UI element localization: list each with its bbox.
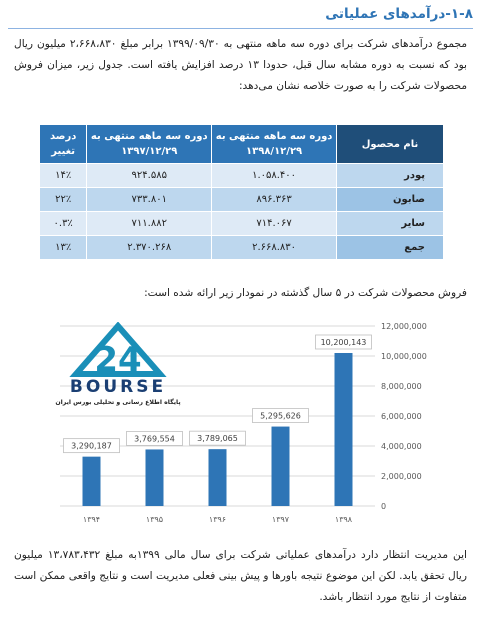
header-product: نام محصول — [337, 125, 444, 164]
y-tick-label: 0 — [381, 502, 387, 511]
table-row — [40, 212, 443, 236]
bar — [83, 457, 101, 506]
row-value-1397: ۷۱۱.۸۸۲ — [87, 212, 212, 236]
row-value-1398: ۸۹۶.۳۶۳ — [212, 188, 337, 212]
title-underline — [8, 28, 473, 29]
value-label: 3,290,187 — [71, 441, 112, 451]
bar — [146, 449, 164, 506]
table-header-row — [40, 125, 443, 164]
sales-table — [40, 125, 443, 259]
logo-wordmark: BOURSE — [69, 377, 167, 397]
y-tick-label: 8,000,000 — [381, 382, 422, 391]
table-row — [40, 188, 443, 212]
row-change: ۱۳٪ — [40, 236, 87, 260]
y-tick-label: 6,000,000 — [381, 412, 422, 421]
chart-y-axis — [381, 322, 427, 511]
intro-paragraph: مجموع درآمدهای شرکت برای دوره سه ماهه منتهی به ۱۳۹۹/۰۹/۳۰ برابر مبلغ ۲،۶۶۸،۸۳۰ میلیون ریال بود که نسبت به دوره مشابه سال قبل، حدودا ۱۳ درصد افزایش یافته است. جدول زیر، میزان فروش محصولات شرکت را به صورت خلاصه نشان می‌دهد: — [14, 38, 467, 92]
row-value-1398: ۲.۶۶۸.۸۳۰ — [212, 236, 337, 260]
bar — [209, 449, 227, 506]
row-value-1397: ۲.۳۷۰.۲۶۸ — [87, 236, 212, 260]
x-tick-label: ۱۳۹۸ — [334, 515, 353, 524]
row-change: ۱۴٪ — [40, 164, 87, 188]
y-tick-label: 10,000,000 — [381, 352, 427, 361]
x-tick-label: ۱۳۹۵ — [145, 515, 164, 524]
bar — [335, 353, 353, 506]
value-label: 10,200,143 — [320, 337, 367, 347]
outro-paragraph: این مدیریت انتظار دارد درآمدهای عملیاتی شرکت برای سال مالی ۱۳۹۹به مبلغ ۱۳،۷۸۳،۴۳۲ میلیون ریال تحقق یابد. لکن این موضوع نتیجه باورها و پیش بینی فعلی مدیریت است و نتایج واقعی ممکن است متفاوت از نتایج مورد انتظار باشد. — [14, 549, 467, 603]
row-value-1397: ۹۲۴.۵۸۵ — [87, 164, 212, 188]
row-name: جمع — [337, 236, 444, 260]
x-tick-label: ۱۳۹۶ — [208, 515, 227, 524]
y-tick-label: 4,000,000 — [381, 442, 422, 451]
chart-caption: فروش محصولات شرکت در ۵ سال گذشته در نمودار زیر ارائه شده است: — [144, 287, 467, 299]
row-value-1398: ۷۱۴.۰۶۷ — [212, 212, 337, 236]
logo-tagline: پایگاه اطلاع رسانی و تحلیلی بورس ایران — [55, 399, 181, 406]
row-value-1398: ۱.۰۵۸.۴۰۰ — [212, 164, 337, 188]
row-name: پودر — [337, 164, 444, 188]
row-change: ۰.۳٪ — [40, 212, 87, 236]
chart-x-axis — [83, 515, 353, 524]
header-period-1397: دوره سه ماهه منتهی به ۱۳۹۷/۱۲/۲۹ — [87, 125, 212, 164]
y-tick-label: 12,000,000 — [381, 322, 427, 331]
table-row — [40, 236, 443, 260]
section-title: ۱-۸-درآمدهای عملیاتی — [325, 6, 473, 22]
y-tick-label: 2,000,000 — [381, 472, 422, 481]
row-change: ۲۲٪ — [40, 188, 87, 212]
bar — [272, 427, 290, 506]
value-label: 3,769,554 — [134, 434, 175, 444]
row-name: صابون — [337, 188, 444, 212]
logo-mark: 24 — [94, 340, 142, 380]
x-tick-label: ۱۳۹۷ — [271, 515, 290, 524]
value-label: 5,295,626 — [260, 411, 301, 421]
table-row — [40, 164, 443, 188]
row-value-1397: ۷۳۳.۸۰۱ — [87, 188, 212, 212]
row-name: سایر — [337, 212, 444, 236]
header-change: درصد تغییر — [40, 125, 87, 164]
x-tick-label: ۱۳۹۴ — [82, 515, 101, 524]
bourse-logo — [48, 322, 188, 408]
header-period-1398: دوره سه ماهه منتهی به ۱۳۹۸/۱۲/۲۹ — [212, 125, 337, 164]
value-label: 3,789,065 — [197, 434, 238, 444]
